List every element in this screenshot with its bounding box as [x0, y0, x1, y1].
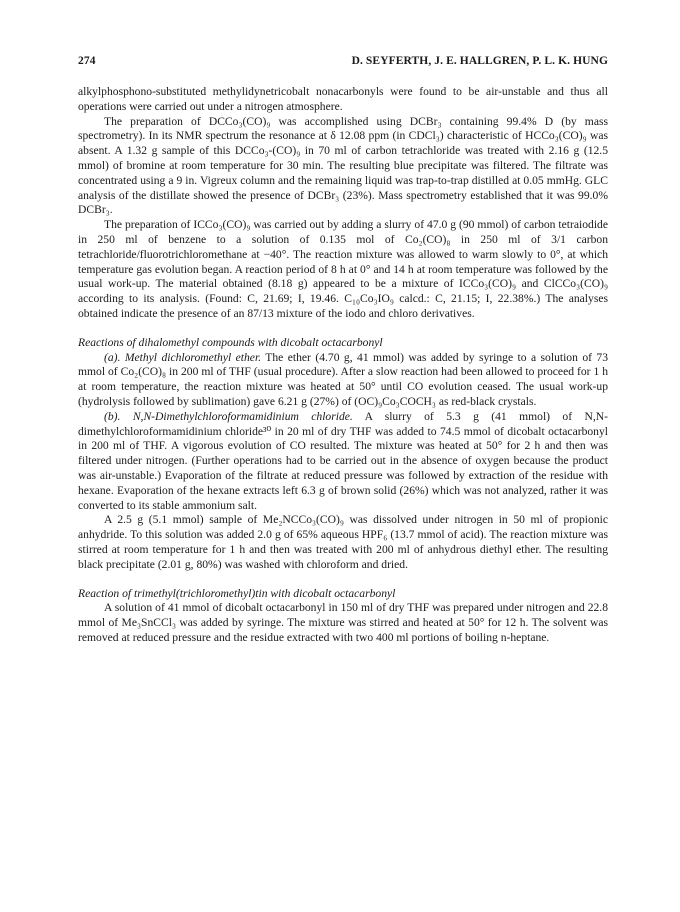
- paragraph-methyl-ether-text: The ether (4.70 g, 41 mmol) was added by syringe to a solution of 73 mmol of Co₂(CO)₈ in 200 ml of THF (usual procedure). After a slow reaction had been allowed to proceed for 1 h at room temperature, the reaction mixture was heated at 50° until CO evolution ceased. The usual work-up (hydrolysis followed by sublimation) gave 6.21 g (27%) of (OC)₉Co₃COCH₃ as red-black crystals.: [78, 350, 608, 408]
- paragraph-trimethyltin: A solution of 41 mmol of dicobalt octacarbonyl in 150 ml of dry THF was prepared under nitrogen and 22.8 mmol of Me₃SnCCl₃ was added by syringe. The mixture was stirred and heated at 50° for 12 h. The solvent was removed at reduced pressure and the residue extracted with two 400 ml portions of boiling n-heptane.: [78, 601, 608, 644]
- running-head-authors: D. SEYFERTH, J. E. HALLGREN, P. L. K. HUNG: [351, 55, 608, 67]
- section-heading-dihalomethyl: Reactions of dihalomethyl compounds with dicobalt octacarbonyl: [78, 335, 383, 349]
- paragraph-methyl-ether: [78, 351, 608, 410]
- body-text: [78, 85, 608, 646]
- page-number: 274: [78, 55, 96, 67]
- paragraph-dcco3: The preparation of DCCo₃(CO)₉ was accomplished using DCBr₃ containing 99.4% D (by mass spectrometry). In its NMR spectrum the resonance at δ 12.08 ppm (in CDCl₃) characteristic of HCCo₃(CO)₉ was absent. A 1.32 g sample of this DCCo₃-(CO)₉ in 70 ml of carbon tetrachloride was treated with 2.16 g (12.5 mmol) of bromine at room temperature for 30 min. The resulting blue precipitate was filtered. The filtrate was concentrated using a 9 in. Vigreux column and the remaining liquid was trap-to-trap distilled at 0.05 mmHg. GLC analysis of the distillate showed the presence of DCBr₃ (23%). Mass spectrometry established that it was 99.0% DCBr₃.: [78, 114, 608, 217]
- subsection-label-b: (b). N,N-Dimethylchloroformamidinium chloride.: [104, 409, 353, 423]
- paragraph-formamidinium: [78, 410, 608, 514]
- subsection-label-a: (a). Methyl dichloromethyl ether.: [104, 350, 262, 364]
- paragraph-formamidinium-text: A slurry of 5.3 g (41 mmol) of N,N-dimethylchloroformamidinium chloride³⁰ in 20 ml of dry THF was added to 74.5 mmol of dicobalt octacarbonyl in 200 ml of THF. A vigorous evolution of CO resulted. The mixture was heated at 50° for 2 h and then was filtered under nitrogen. (Further operations had to be carried out in the absence of oxygen because the product was air-unstable.) Evaporation of the filtrate at reduced pressure was followed by extraction of the residue with hexane. Evaporation of the hexane extracts left 6.3 g of brown solid (26%) which was not analyzed, rather it was converted to its stable ammonium salt.: [78, 409, 608, 512]
- paragraph-ammonium-salt: A 2.5 g (5.1 mmol) sample of Me₂NCCo₃(CO)₉ was dissolved under nitrogen in 50 ml of propionic anhydride. To this solution was added 2.0 g of 65% aqueous HPF₆ (13.7 mmol of acid). The reaction mixture was stirred at room temperature for 1 h and then was treated with 200 ml of anhydrous diethyl ether. The resulting black precipitate (2.01 g, 80%) was washed with chloroform and dried.: [78, 513, 608, 571]
- paragraph-continuation: alkylphosphono-substituted methylidynetricobalt nonacarbonyls were found to be air-unstable and thus all operations were carried out under a nitrogen atmosphere.: [78, 85, 608, 113]
- section-heading-trimethyltin: Reaction of trimethyl(trichloromethyl)tin with dicobalt octacarbonyl: [78, 586, 396, 600]
- paragraph-icco3: The preparation of ICCo₃(CO)₉ was carried out by adding a slurry of 47.0 g (90 mmol) of carbon tetraiodide in 250 ml of benzene to a solution of 0.135 mol of Co₂(CO)₈ in 250 ml of 3/1 carbon tetrachloride/fluorotrichloromethane at −40°. The reaction mixture was allowed to warm slowly to 0°, at which temperature gas evolution began. A reaction period of 8 h at 0° and 14 h at room temperature was followed by the usual work-up. The material obtained (8.18 g) appeared to be a mixture of ICCo₃(CO)₉ and ClCCo₃(CO)₉ according to its analysis. (Found: C, 21.69; I, 19.46. C₁₀Co₃IO₉ calcd.: C, 21.15; I, 22.38%.) The analyses obtained indicate the presence of an 87/13 mixture of the iodo and chloro derivatives.: [78, 218, 608, 320]
